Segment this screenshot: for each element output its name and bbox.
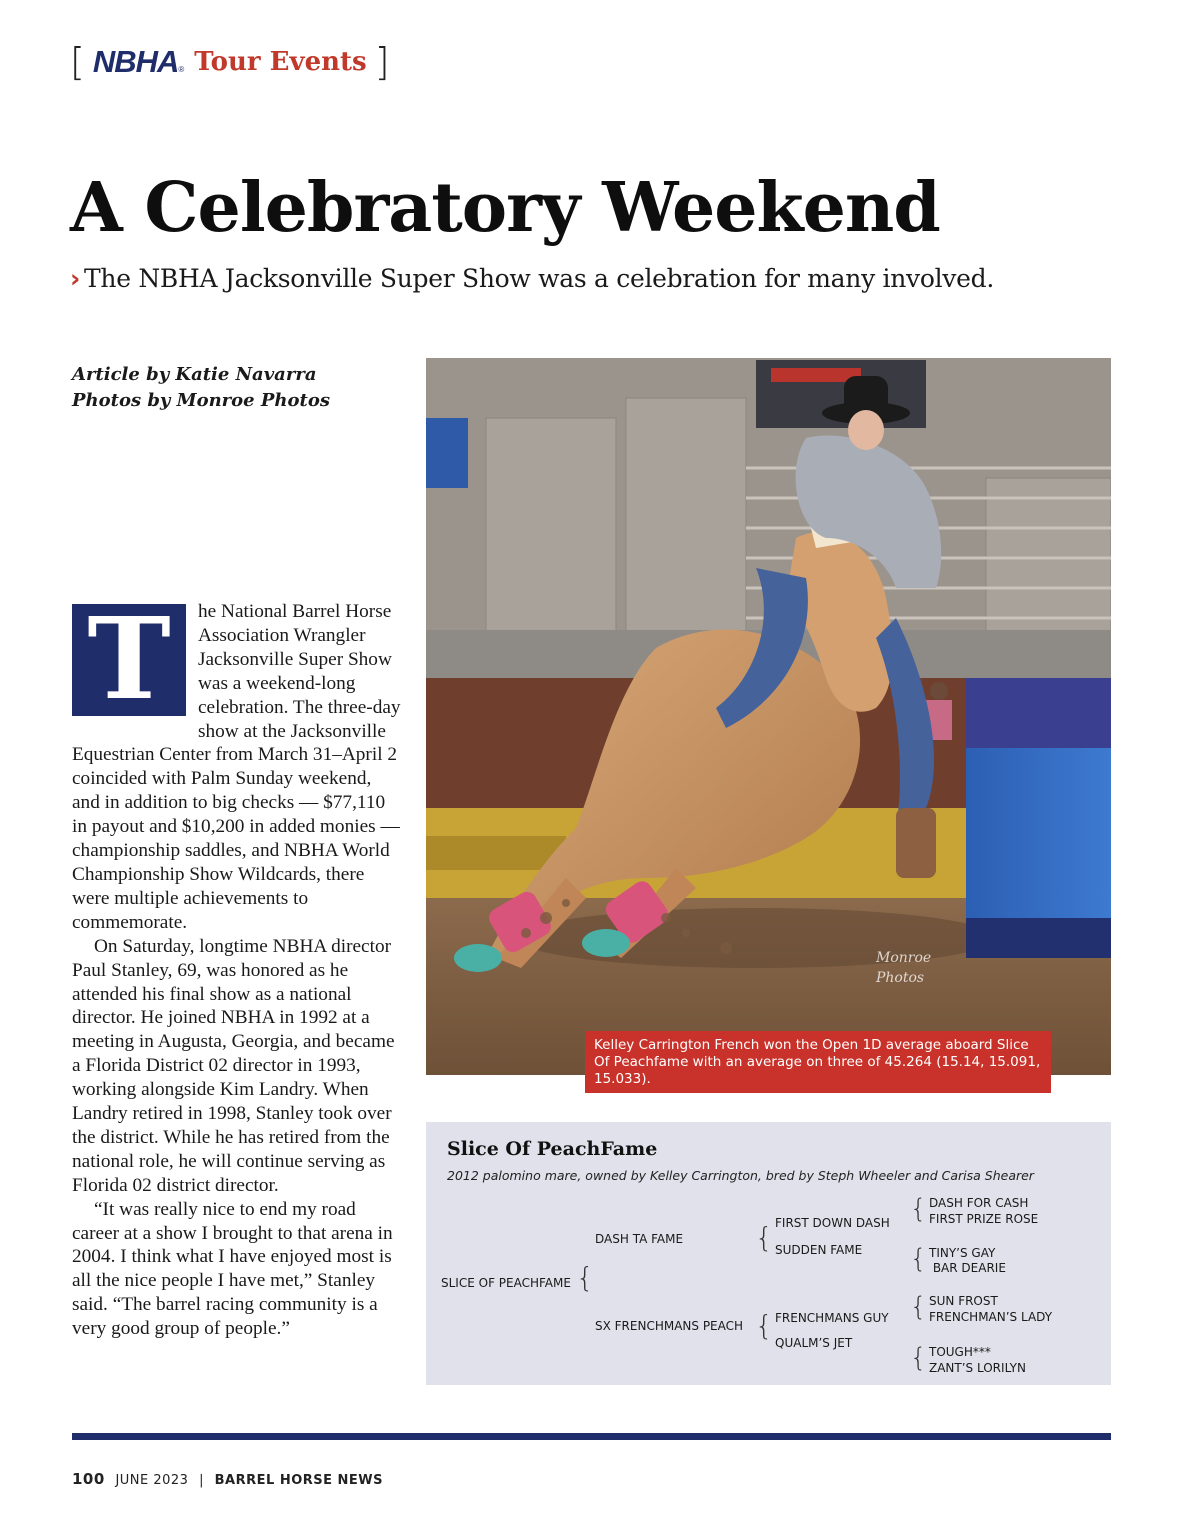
brace-icon: { <box>755 1221 773 1254</box>
photo-illustration <box>426 358 1111 1075</box>
brace-icon: { <box>910 1343 927 1373</box>
photo-watermark: Monroe Photos <box>876 950 932 986</box>
article-title: A Celebratory Weekend <box>70 168 940 248</box>
pedigree-g3-1: DASH FOR CASH <box>929 1196 1029 1210</box>
brace-icon: { <box>910 1292 927 1322</box>
pedigree-sire-sire: FIRST DOWN DASH <box>775 1216 890 1230</box>
chevron-right-icon: › <box>70 264 81 293</box>
section-header <box>70 42 390 82</box>
pedigree-horse: SLICE OF PEACHFAME <box>441 1276 571 1290</box>
byline-article: Article by Katie Navarra <box>72 364 317 385</box>
issue-date: JUNE 2023 <box>115 1473 189 1488</box>
pedigree-g3-6: FRENCHMAN’S LADY <box>929 1310 1053 1324</box>
pedigree-g3-5: SUN FROST <box>929 1294 998 1308</box>
byline <box>72 362 330 414</box>
footer-rule <box>72 1433 1111 1440</box>
footer-separator: | <box>199 1473 204 1488</box>
brace-icon: { <box>910 1244 927 1274</box>
article-subhead <box>70 264 994 293</box>
paragraph-3: “It was really nice to end my road career at a show I brought to that arena in 2004. I think what I have enjoyed most is all the nice people I have met,” Stanley said. “The barrel racing community is a very good group of people.” <box>72 1198 393 1340</box>
pedigree-sire-dam: SUDDEN FAME <box>775 1243 863 1257</box>
right-bracket: ] <box>374 40 390 84</box>
pedigree-g3-3: TINY’S GAY <box>929 1246 996 1260</box>
pedigree-sire: DASH TA FAME <box>595 1232 684 1246</box>
byline-photos: Photos by Monroe Photos <box>72 390 330 411</box>
page-number: 100 <box>72 1470 105 1488</box>
paragraph-1 <box>72 594 402 935</box>
section-label: Tour Events <box>194 47 367 77</box>
pedigree-g3-8: ZANT’S LORILYN <box>929 1361 1026 1375</box>
subhead-text: The NBHA Jacksonville Super Show was a celebration for many involved. <box>84 264 994 293</box>
registered-mark: ® <box>178 64 185 74</box>
nbha-logo: NBHA <box>92 44 179 79</box>
pedigree-g3-7: TOUGH*** <box>929 1345 991 1359</box>
drop-cap: T <box>72 604 186 716</box>
paragraph-1-text: he National Barrel Horse Association Wrangler Jacksonville Super Show was a weekend-long celebration. The three-day show at the Jacksonville Equestrian Center from March 31–April 2 coincided with Palm Sunday weekend, and in addition to big checks — $77,110 in payout and $10,200 in added monies — championship saddles, and NBHA World Championship Show Wildcards, there were multiple achievements to commemorate. <box>72 601 401 933</box>
left-bracket: [ <box>70 40 85 84</box>
brace-icon: { <box>910 1194 927 1224</box>
paragraph-2: On Saturday, longtime NBHA director Paul Stanley, 69, was honored as he attended his final show as a national director. He joined NBHA in 1992 at a meeting in Augusta, Georgia, and became a Florida District 02 director in 1993, working alongside Kim Landry. When Landry retired in 1998, Stanley took over the district. While he has retired from the national role, he will continue serving as Florida 02 district director. <box>72 935 395 1196</box>
magazine-name: BARREL HORSE NEWS <box>214 1473 383 1488</box>
pedigree-dam: SX FRENCHMANS PEACH <box>595 1319 744 1333</box>
pedigree-dam-sire: FRENCHMANS GUY <box>775 1311 889 1325</box>
brace-icon: { <box>576 1261 594 1294</box>
pedigree-description: 2012 palomino mare, owned by Kelley Carrington, bred by Steph Wheeler and Carisa Shearer <box>447 1168 1034 1183</box>
pedigree-g3-2: FIRST PRIZE ROSE <box>929 1212 1039 1226</box>
photo-caption: Kelley Carrington French won the Open 1D average aboard Slice Of Peachfame with an average on three of 45.264 (15.14, 15.091, 15.033). <box>585 1031 1051 1093</box>
pedigree-title: Slice Of PeachFame <box>447 1138 658 1160</box>
pedigree-dam-dam: QUALM’S JET <box>775 1336 853 1350</box>
brace-icon: { <box>755 1309 773 1342</box>
pedigree-g3-4: BAR DEARIE <box>929 1261 1006 1275</box>
barrel-racing-photo <box>426 358 1111 1075</box>
page-footer <box>72 1470 383 1488</box>
pedigree-box <box>426 1122 1111 1385</box>
article-body <box>72 594 402 1341</box>
